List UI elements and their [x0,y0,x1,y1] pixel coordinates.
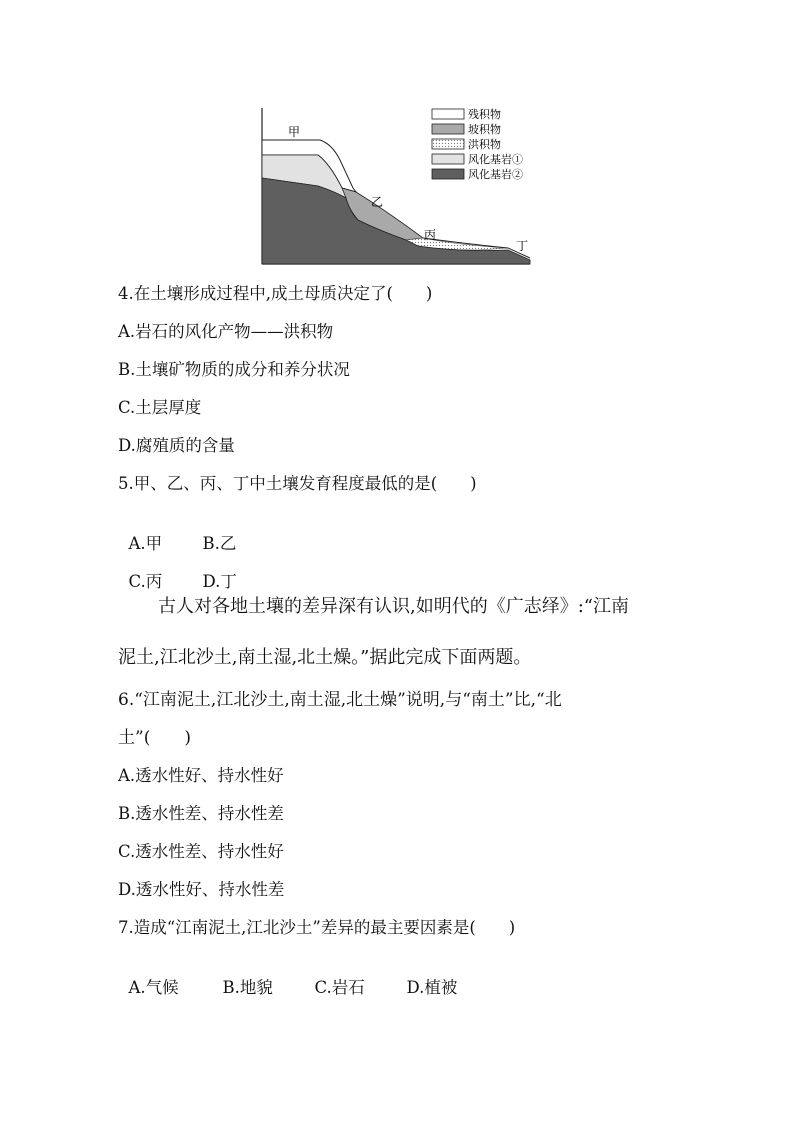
legend-swatch-residual [432,109,464,119]
q7-option-a: A.气候 [128,978,179,997]
q7-options-row [118,955,457,999]
q4-option-d: D.腐殖质的含量 [118,436,235,455]
q6-option-b: B.透水性差、持水性差 [118,804,284,823]
legend-label-bedrock-2: 风化基岩② [468,168,523,181]
label-jia: 甲 [288,125,301,139]
q4-option-b: B.土壤矿物质的成分和养分状况 [118,360,350,379]
legend-label-alluvial: 洪积物 [468,138,501,151]
q5-option-a: A.甲 [128,534,163,553]
q6-option-d: D.透水性好、持水性差 [118,880,285,899]
q4-option-c: C.土层厚度 [118,398,202,417]
label-ding: 丁 [516,239,529,253]
q6-option-a: A.透水性好、持水性好 [118,766,284,785]
q4-option-a: A.岩石的风化产物——洪积物 [118,322,334,341]
q5-option-b: B.乙 [202,534,237,553]
q7-option-b: B.地貌 [222,978,273,997]
legend-swatch-bedrock-2 [432,169,464,179]
q6-option-c: C.透水性差、持水性好 [118,842,284,861]
legend-label-bedrock-1: 风化基岩① [468,153,523,166]
soil-profile-figure [258,100,538,268]
label-yi: 乙 [371,195,384,209]
passage-line-1: 古人对各地土壤的差异深有认识,如明代的《广志绎》:“江南 [158,596,629,617]
legend-swatch-alluvial [432,139,464,149]
q6-stem-line-2: 土”( ) [118,728,191,748]
figure-legend [432,107,523,181]
q4-stem: 4.在土壤形成过程中,成土母质决定了( ) [118,284,433,303]
q7-stem: 7.造成“江南泥土,江北沙土”差异的最主要因素是( ) [118,918,516,937]
legend-label-slope: 坡积物 [468,123,501,136]
label-bing: 丙 [424,228,437,242]
q5-stem: 5.甲、乙、丙、丁中土壤发育程度最低的是( ) [118,474,477,493]
q5-option-c: C.丙 [128,572,163,591]
q6-stem-line-1: 6.“江南泥土,江北沙土,南土湿,北土燥”说明,与“南土”比,“北 [118,690,562,710]
legend-swatch-slope [432,124,464,134]
passage-line-2: 泥土,江北沙土,南土湿,北土燥。”据此完成下面两题。 [118,647,532,668]
legend-label-residual: 残积物 [468,108,501,121]
q5-option-d: D.丁 [202,572,237,591]
q5-options-row-2 [118,549,237,593]
legend-swatch-bedrock-1 [432,154,464,164]
q7-option-c: C.岩石 [314,978,365,997]
q7-option-d: D.植被 [406,978,458,997]
